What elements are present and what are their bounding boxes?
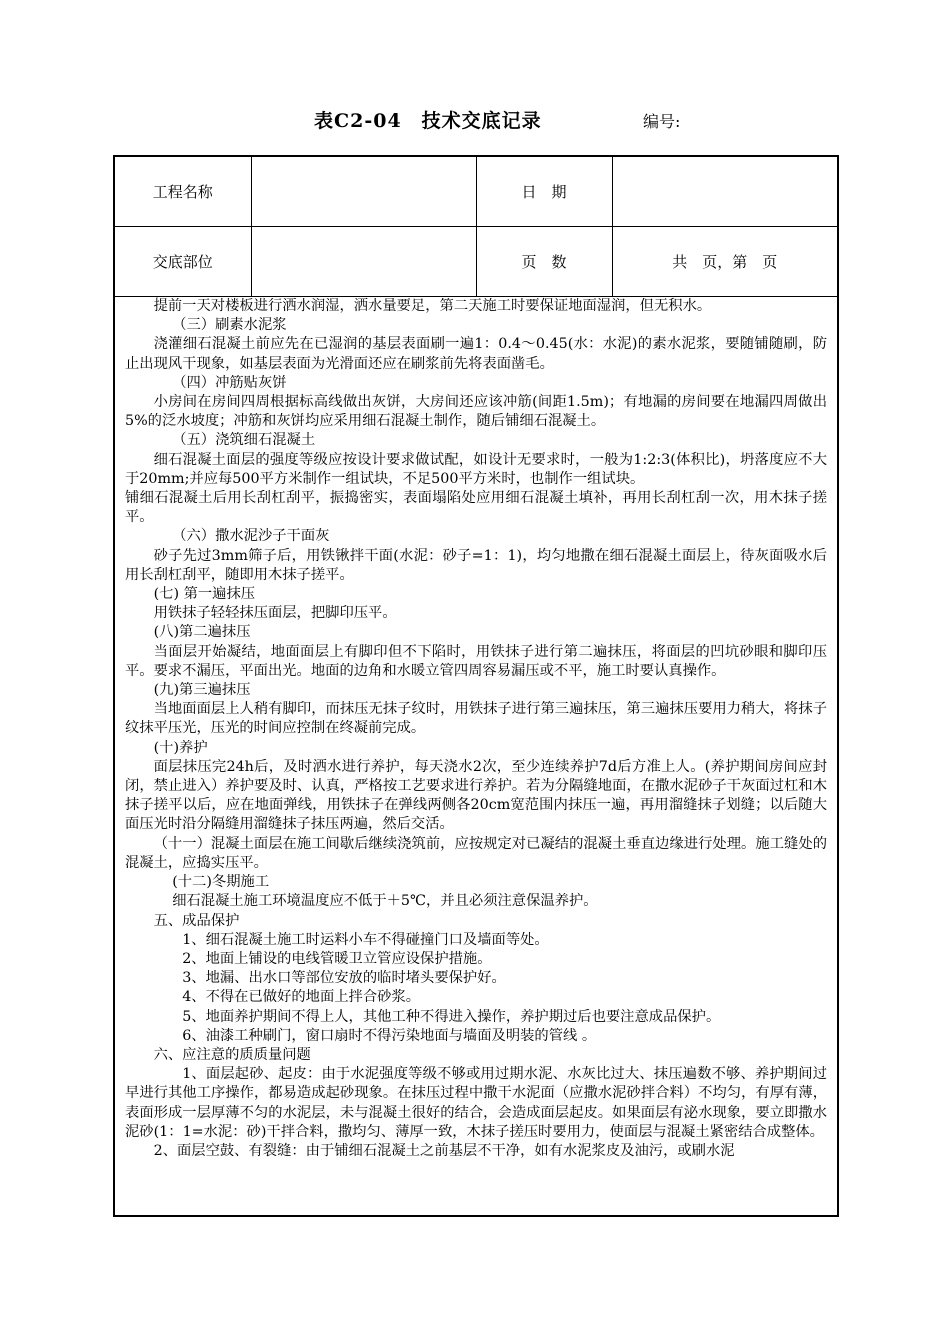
content-paragraph: （五）浇筑细石混凝土 [172,432,316,449]
content-paragraph: (十二)冬期施工 [172,874,270,891]
content-paragraph: (十)养护 [153,739,208,756]
disclosure-content [115,297,837,1161]
date-label: 日 期 [476,157,612,227]
content-paragraph: 6、油漆工种刷门，窗口扇时不得污染地面与墙面及明装的管线 。 [182,1027,597,1044]
content-paragraph: (八)第二遍抹压 [153,624,251,641]
content-paragraph: 用铁抹子轻轻抹压面层，把脚印压平。 [153,605,397,622]
content-paragraph: 4、不得在已做好的地面上拌合砂浆。 [182,989,421,1006]
content-paragraph: 浇灌细石混凝土前应先在已湿润的基层表面刷一遍1：0.4～0.45(水：水泥)的素水泥浆，要随铺随刷，防止出现风干现象，如基层表面为光滑面还应在刷浆前先将表面凿毛。 [125,336,827,372]
document-number-label: 编号: [643,112,681,131]
content-paragraph: 1、细石混凝土施工时运料小车不得碰撞门口及墙面等处。 [182,931,549,948]
content-paragraph: 砂子先过3mm筛子后，用铁锹拌干面(水泥：砂子=1：1)，均匀地撒在细石混凝土面层上，待灰面吸水后用长刮杠刮平，随即用木抹子搓平。 [125,547,827,583]
content-paragraph: 5、地面养护期间不得上人，其他工种不得进入操作，养护期过后也要注意成品保护。 [182,1008,721,1025]
content-paragraph: 当面层开始凝结，地面面层上有脚印但不下陷时，用铁抹子进行第二遍抹压，将面层的凹坑砂眼和脚印压平。要求不漏压，平面出光。地面的边角和水暖立管四周容易漏压或不平，施工时要认真操作。 [125,643,827,679]
content-paragraph: （十一）混凝土面层在施工间歇后继续浇筑前，应按规定对已凝结的混凝土垂直边缘进行处理。施工缝处的混凝土，应捣实压平。 [125,835,827,871]
content-paragraph: 2、地面上铺设的电线管暖卫立管应设保护措施。 [182,950,492,967]
project-name-label: 工程名称 [115,157,251,227]
date-value [612,157,837,227]
content-paragraph: 2、面层空鼓、有裂缝：由于铺细石混凝土之前基层不干净，如有水泥浆皮及油污，或刷水泥 [153,1142,735,1159]
content-paragraph: 小房间在房间四周根据标高线做出灰饼，大房间还应该冲筋(间距1.5m)；有地漏的房间要在地漏四周做出5%的泛水坡度；冲筋和灰饼均应采用细石混凝土制作，随后铺细石混凝土。 [125,394,827,430]
project-name-value [251,157,476,227]
content-paragraph: 细石混凝土施工环境温度应不低于＋5℃，并且必须注意保温养护。 [172,893,598,910]
pages-label: 页 数 [476,227,612,297]
header-table [115,157,837,297]
location-label: 交底部位 [115,227,251,297]
document-title: 表C2-04 技术交底记录 [314,110,542,132]
content-paragraph: 铺细石混凝土后用长刮杠刮平，振捣密实，表面塌陷处应用细石混凝土填补，再用长刮杠刮一次，用木抹子搓平。 [125,490,827,526]
disclosure-record-frame [113,155,839,1217]
content-paragraph: 细石混凝土面层的强度等级应按设计要求做试配，如设计无要求时，一般为1:2:3(体积比)，坍落度应不大于20mm;并应每500平方米制作一组试块，不足500平方米时，也制作一组试块。 [125,451,827,487]
content-paragraph: （四）冲筋贴灰饼 [172,374,287,391]
content-paragraph: 提前一天对楼板进行洒水润湿，洒水量要足，第二天施工时要保证地面湿润，但无积水。 [153,298,712,314]
content-paragraph: 五、成品保护 [153,912,240,929]
content-paragraph: 六、应注意的质质量问题 [153,1046,311,1063]
content-paragraph: 面层抹压完24h后，及时洒水进行养护，每天浇水2次，至少连续养护7d后方准上人。(养护期间房间应封闭，禁止进入）养护要及时、认真，严格按工艺要求进行养护。若为分隔缝地面，在撒水泥砂子干灰面过杠和木抹子搓平以后，应在地面弹线，用铁抹子在弹线两侧各20cm宽范围内抹压一遍，再用溜缝抹子划缝；以后随大面压光时沿分隔缝用溜缝抹子抹压两遍，然后交活。 [125,758,827,833]
header-row-location [115,227,837,297]
content-paragraph: 3、地漏、出水口等部位安放的临时堵头要保护好。 [182,970,506,987]
content-paragraph: (七) 第一遍抹压 [153,586,256,603]
pages-value: 共 页，第 页 [612,227,837,297]
content-paragraph: 当地面面层上人稍有脚印，而抹压无抹子纹时，用铁抹子进行第三遍抹压，第三遍抹压要用力稍大，将抹子纹抹平压光，压光的时间应控制在终凝前完成。 [125,701,827,737]
header-row-project [115,157,837,227]
content-paragraph: 1、面层起砂、起皮：由于水泥强度等级不够或用过期水泥、水灰比过大、抹压遍数不够、养护期间过早进行其他工序操作，都易造成起砂现象。在抹压过程中撒干水泥面（应撒水泥砂拌合料）不均匀，有厚有薄，表面形成一层厚薄不匀的水泥层，未与混凝土很好的结合，会造成面层起皮。如果面层有泌水现象，要立即撒水泥砂(1：1=水泥：砂)干拌合料，撒均匀、薄厚一致，木抹子搓压时要用力，使面层与混凝土紧密结合成整体。 [125,1066,827,1140]
content-paragraph: (九)第三遍抹压 [153,682,251,699]
content-paragraph: （六）撒水泥沙子干面灰 [172,528,330,545]
location-value [251,227,476,297]
content-paragraph: （三）刷素水泥浆 [172,317,287,334]
